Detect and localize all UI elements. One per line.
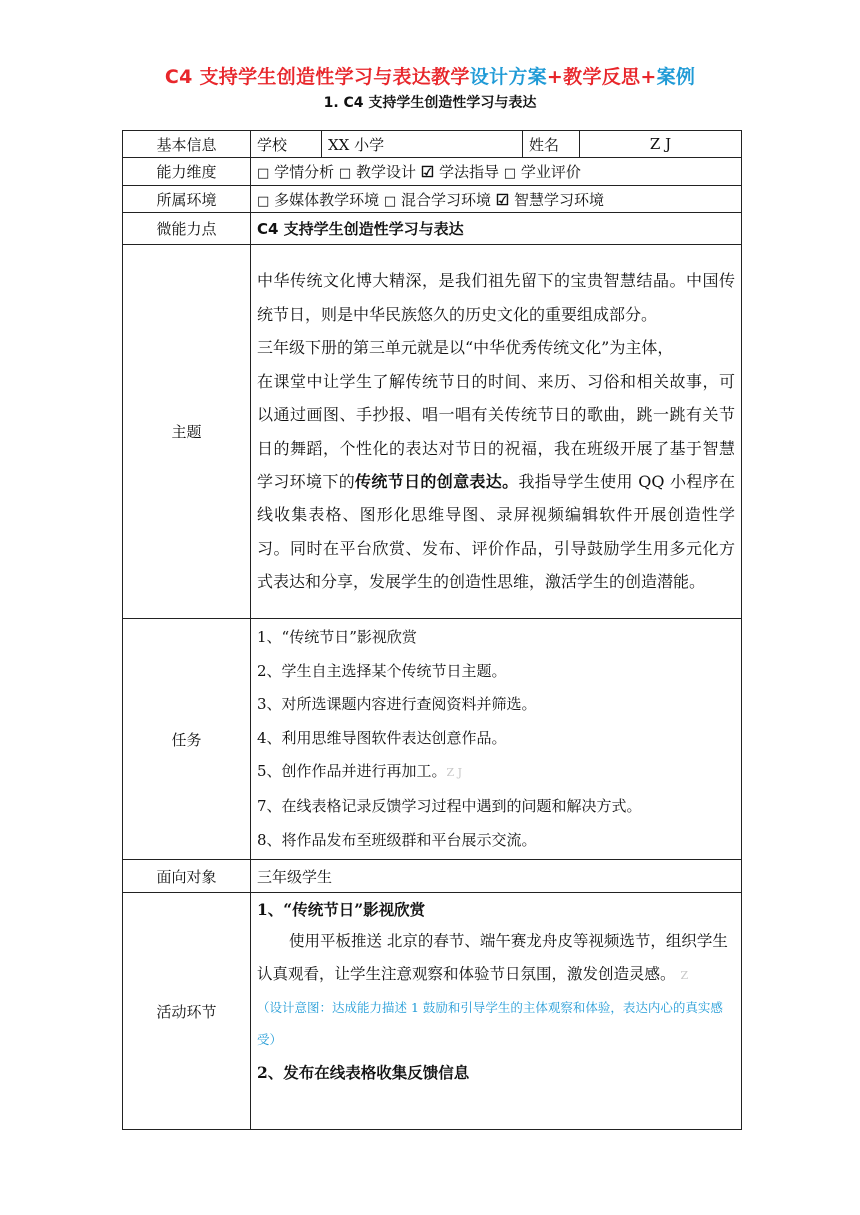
- ability-option: 学情分析: [274, 163, 335, 181]
- school-label: 学校: [251, 131, 322, 157]
- task-item: 7、在线表格记录反馈学习过程中遇到的问题和解决方式。: [257, 796, 642, 815]
- environment-options: [251, 186, 742, 213]
- title-part-red-1: C4 支持学生创造性学习与表达教学: [164, 66, 470, 88]
- label-environment: 所属环境: [123, 186, 251, 213]
- checked-checkbox-icon[interactable]: ☑: [495, 190, 510, 209]
- theme-paragraph-2: 三年级下册的第三单元就是以“中华优秀传统文化”为主体，: [257, 338, 674, 358]
- ability-option: 教学设计: [355, 163, 416, 181]
- activity-paragraph-1: [257, 925, 735, 992]
- task-item: 3、对所选课题内容进行查阅资料并筛选。: [257, 695, 537, 714]
- label-ability: 能力维度: [123, 158, 251, 186]
- row-theme: [123, 245, 742, 619]
- label-theme: 主题: [123, 245, 251, 619]
- row-activity: [123, 893, 742, 1130]
- checkbox-icon[interactable]: □: [383, 193, 397, 209]
- row-tasks: [123, 619, 742, 860]
- row-ability: [123, 158, 742, 186]
- watermark-text: Z J: [446, 766, 463, 780]
- label-tasks: 任务: [123, 619, 251, 860]
- design-intent-note: （设计意图：达成能力描述 1 鼓励和引导学生的主体观察和体验，表达内心的真实感受）: [257, 1000, 723, 1048]
- checkbox-icon[interactable]: □: [257, 193, 270, 209]
- checkbox-icon[interactable]: □: [257, 166, 270, 181]
- checked-checkbox-icon[interactable]: ☑: [420, 163, 435, 181]
- row-environment: [123, 186, 742, 213]
- env-option: 多媒体教学环境: [274, 190, 380, 209]
- task-item: 1、“传统节日”影视欣赏: [257, 628, 417, 646]
- basic-info-cells: [251, 131, 741, 157]
- task-item: [257, 755, 735, 790]
- activity-heading-2: 2、发布在线表格收集反馈信息: [257, 1063, 470, 1083]
- ability-options: [251, 158, 742, 186]
- design-table: [122, 130, 742, 1130]
- document-title: [0, 62, 860, 89]
- task-item-text: 5、创作作品并进行再加工。: [257, 762, 447, 781]
- school-value: XX 小学: [322, 131, 523, 157]
- activity-heading-1: 1、“传统节日”影视欣赏: [257, 900, 426, 920]
- theme-paragraph-3: [257, 365, 735, 599]
- env-option-selected: 智慧学习环境: [513, 190, 604, 209]
- task-item: 4、利用思维导图软件表达创意作品。: [257, 728, 507, 747]
- checkbox-icon[interactable]: □: [338, 166, 352, 181]
- task-item: 8、将作品发布至班级群和平台展示交流。: [257, 830, 537, 849]
- checkbox-icon[interactable]: □: [503, 166, 517, 181]
- micro-ability-value: C4 支持学生创造性学习与表达: [251, 213, 742, 245]
- title-part-blue-2: 案例: [656, 66, 696, 88]
- env-option: 混合学习环境: [400, 190, 491, 209]
- title-part-red-2: +教学反思+: [546, 66, 657, 88]
- theme-highlight: 传统节日的创意表达。: [355, 471, 519, 491]
- label-basic-info: 基本信息: [123, 131, 251, 158]
- task-item: 2、学生自主选择某个传统节日主题。: [257, 661, 507, 680]
- theme-text: 在课堂中让学生了解传统节日的时间、来历、习俗和相关故事，可以通过画图、手抄报、唱一唱有关传统节日的歌曲，跳一跳有关节日的舞蹈，个性化的表达对节日的祝福，我在班级开展了基于智慧学习环境下的: [257, 371, 735, 491]
- activity-text: 使用平板推送 北京的春节、端午赛龙舟皮等视频选节，组织学生认真观看，让学生注意观察和体验节日氛围，激发创造灵感。: [257, 932, 728, 984]
- document-subtitle: 1. C4 支持学生创造性学习与表达: [323, 95, 537, 111]
- row-micro-ability: [123, 213, 742, 245]
- target-value: 三年级学生: [251, 860, 742, 893]
- watermark-text: Z: [680, 969, 689, 983]
- ability-option-selected: 学法指导: [438, 163, 499, 181]
- name-value: Z J: [649, 135, 672, 153]
- label-activity: 活动环节: [123, 893, 251, 1130]
- label-micro-ability: 微能力点: [123, 213, 251, 245]
- ability-option: 学业评价: [520, 163, 581, 181]
- title-part-blue-1: 设计方案: [469, 66, 547, 88]
- theme-text: 我指导学生使用 QQ 小程序在线收集表格、图形化思维导图、录屏视频编辑软件开展创造性学习。同时在平台欣赏、发布、评价作品，引导鼓励学生用多元化方式表达和分享，发展学生的创造性思维，激活学生的创造潜能。: [257, 471, 735, 592]
- row-basic-info: [123, 131, 742, 158]
- theme-paragraph-1: 中华传统文化博大精深，是我们祖先留下的宝贵智慧结晶。中国传统节日，则是中华民族悠久的历史文化的重要组成部分。: [257, 271, 735, 324]
- label-target: 面向对象: [123, 860, 251, 893]
- name-label: 姓名: [523, 131, 580, 157]
- row-target: [123, 860, 742, 893]
